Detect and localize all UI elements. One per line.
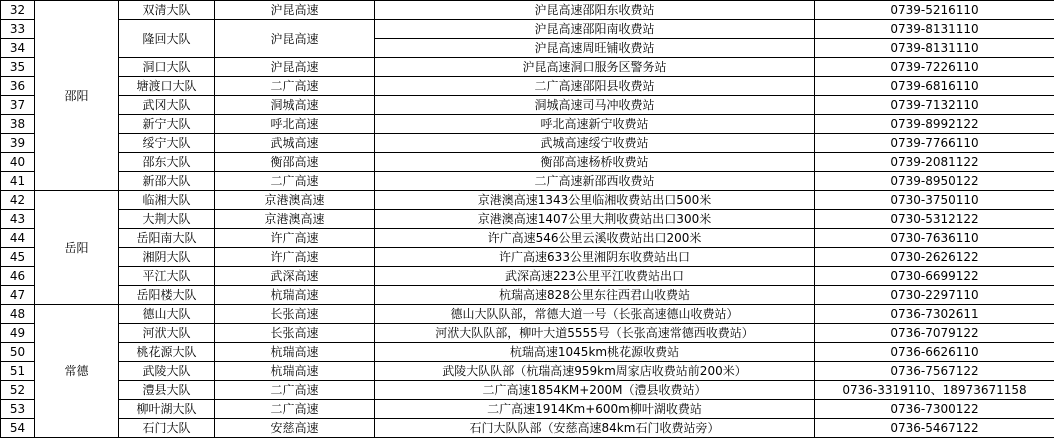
highway-cell: 衡邵高速: [215, 153, 375, 172]
team-cell: 洞口大队: [119, 58, 215, 77]
team-cell: 邵东大队: [119, 153, 215, 172]
team-cell: 柳叶湖大队: [119, 400, 215, 419]
table-row: [1, 362, 1054, 381]
location-cell: 许广高速633公里湘阴东收费站出口: [375, 248, 815, 267]
row-number: 35: [1, 58, 35, 77]
table-row: [1, 286, 1054, 305]
phone-cell: 0736-3319110、18973671158: [815, 381, 1054, 400]
location-cell: 呼北高速新宁收费站: [375, 115, 815, 134]
highway-cell: 许广高速: [215, 248, 375, 267]
row-number: 33: [1, 20, 35, 39]
table-row: [1, 419, 1054, 438]
team-cell: 河洑大队: [119, 324, 215, 343]
phone-cell: 0739-7226110: [815, 58, 1054, 77]
phone-cell: 0730-2297110: [815, 286, 1054, 305]
highway-cell: 沪昆高速: [215, 20, 375, 58]
row-number: 48: [1, 305, 35, 324]
highway-cell: 安慈高速: [215, 419, 375, 438]
table-row: [1, 381, 1054, 400]
highway-cell: 京港澳高速: [215, 191, 375, 210]
location-cell: 二广高速新邵西收费站: [375, 172, 815, 191]
location-cell: 二广高速1914Km+600m柳叶湖收费站: [375, 400, 815, 419]
row-number: 34: [1, 39, 35, 58]
city-cell: 岳阳: [35, 191, 119, 305]
city-cell: 邵阳: [35, 1, 119, 191]
row-number: 45: [1, 248, 35, 267]
location-cell: 沪昆高速洞口服务区警务站: [375, 58, 815, 77]
table-row: [1, 20, 1054, 39]
phone-cell: 0739-6816110: [815, 77, 1054, 96]
team-cell: 双清大队: [119, 1, 215, 20]
row-number: 53: [1, 400, 35, 419]
table-row: [1, 305, 1054, 324]
phone-cell: 0736-5467122: [815, 419, 1054, 438]
row-number: 42: [1, 191, 35, 210]
row-number: 41: [1, 172, 35, 191]
team-cell: 隆回大队: [119, 20, 215, 58]
phone-cell: 0739-2081122: [815, 153, 1054, 172]
table-row: [1, 58, 1054, 77]
row-number: 37: [1, 96, 35, 115]
row-number: 47: [1, 286, 35, 305]
row-number: 54: [1, 419, 35, 438]
row-number: 36: [1, 77, 35, 96]
phone-cell: 0736-6626110: [815, 343, 1054, 362]
table-row: [1, 77, 1054, 96]
team-cell: 新宁大队: [119, 115, 215, 134]
phone-cell: 0736-7300122: [815, 400, 1054, 419]
table-row: [1, 1, 1054, 20]
location-cell: 武深高速223公里平江收费站出口: [375, 267, 815, 286]
phone-cell: 0739-8992122: [815, 115, 1054, 134]
highway-cell: 沪昆高速: [215, 1, 375, 20]
team-cell: 澧县大队: [119, 381, 215, 400]
location-cell: 杭瑞高速1045km桃花源收费站: [375, 343, 815, 362]
team-cell: 石门大队: [119, 419, 215, 438]
highway-cell: 沪昆高速: [215, 58, 375, 77]
table-row: [1, 115, 1054, 134]
team-cell: 绥宁大队: [119, 134, 215, 153]
row-number: 46: [1, 267, 35, 286]
location-cell: 二广高速邵阳县收费站: [375, 77, 815, 96]
highway-cell: 呼北高速: [215, 115, 375, 134]
phone-cell: 0730-3750110: [815, 191, 1054, 210]
table-row: [1, 153, 1054, 172]
team-cell: 大荆大队: [119, 210, 215, 229]
highway-cell: 二广高速: [215, 400, 375, 419]
location-cell: 武陵大队队部（杭瑞高速959km周家店收费站前200米）: [375, 362, 815, 381]
highway-cell: 许广高速: [215, 229, 375, 248]
team-cell: 新邵大队: [119, 172, 215, 191]
highway-cell: 二广高速: [215, 77, 375, 96]
phone-cell: 0730-6699122: [815, 267, 1054, 286]
table-row: [1, 96, 1054, 115]
team-cell: 桃花源大队: [119, 343, 215, 362]
location-cell: 杭瑞高速828公里东往西君山收费站: [375, 286, 815, 305]
phone-cell: 0739-7766110: [815, 134, 1054, 153]
table-row: [1, 248, 1054, 267]
row-number: 49: [1, 324, 35, 343]
location-cell: 沪昆高速邵阳东收费站: [375, 1, 815, 20]
location-cell: 石门大队队部（安慈高速84km石门收费站旁）: [375, 419, 815, 438]
table-row: [1, 400, 1054, 419]
row-number: 52: [1, 381, 35, 400]
phone-cell: 0739-8131110: [815, 20, 1054, 39]
team-cell: 临湘大队: [119, 191, 215, 210]
highway-cell: 长张高速: [215, 305, 375, 324]
table-row: [1, 134, 1054, 153]
row-number: 40: [1, 153, 35, 172]
phone-cell: 0739-5216110: [815, 1, 1054, 20]
table-row: [1, 343, 1054, 362]
row-number: 38: [1, 115, 35, 134]
highway-cell: 杭瑞高速: [215, 343, 375, 362]
location-cell: 二广高速1854KM+200M（澧县收费站）: [375, 381, 815, 400]
location-cell: 武城高速绥宁收费站: [375, 134, 815, 153]
team-cell: 塘渡口大队: [119, 77, 215, 96]
phone-cell: 0730-7636110: [815, 229, 1054, 248]
row-number: 39: [1, 134, 35, 153]
location-cell: 河洑大队队部，柳叶大道5555号（长张高速常德西收费站）: [375, 324, 815, 343]
table-row: [1, 324, 1054, 343]
highway-cell: 京港澳高速: [215, 210, 375, 229]
row-number: 50: [1, 343, 35, 362]
team-cell: 湘阴大队: [119, 248, 215, 267]
row-number: 51: [1, 362, 35, 381]
highway-cell: 武深高速: [215, 267, 375, 286]
phone-cell: 0739-8950122: [815, 172, 1054, 191]
phone-cell: 0730-5312122: [815, 210, 1054, 229]
table-row: [1, 229, 1054, 248]
team-cell: 岳阳楼大队: [119, 286, 215, 305]
location-cell: 洞城高速司马冲收费站: [375, 96, 815, 115]
location-cell: 沪昆高速周旺铺收费站: [375, 39, 815, 58]
table-row: [1, 191, 1054, 210]
table-row: [1, 267, 1054, 286]
phone-cell: 0736-7079122: [815, 324, 1054, 343]
highway-cell: 长张高速: [215, 324, 375, 343]
highway-cell: 杭瑞高速: [215, 286, 375, 305]
highway-cell: 二广高速: [215, 172, 375, 191]
phone-cell: 0739-7132110: [815, 96, 1054, 115]
phone-cell: 0730-2626122: [815, 248, 1054, 267]
location-cell: 京港澳高速1343公里临湘收费站出口500米: [375, 191, 815, 210]
highway-cell: 杭瑞高速: [215, 362, 375, 381]
phone-cell: 0739-8131110: [815, 39, 1054, 58]
highway-cell: 洞城高速: [215, 96, 375, 115]
row-number: 43: [1, 210, 35, 229]
highway-cell: 武城高速: [215, 134, 375, 153]
highway-cell: 二广高速: [215, 381, 375, 400]
location-cell: 德山大队队部，常德大道一号（长张高速德山收费站）: [375, 305, 815, 324]
city-cell: 常德: [35, 305, 119, 438]
phone-cell: 0736-7567122: [815, 362, 1054, 381]
team-cell: 平江大队: [119, 267, 215, 286]
team-cell: 岳阳南大队: [119, 229, 215, 248]
table-row: [1, 172, 1054, 191]
phone-cell: 0736-7302611: [815, 305, 1054, 324]
team-cell: 德山大队: [119, 305, 215, 324]
team-cell: 武冈大队: [119, 96, 215, 115]
location-cell: 京港澳高速1407公里大荆收费站出口300米: [375, 210, 815, 229]
row-number: 44: [1, 229, 35, 248]
table-body: [1, 1, 1054, 438]
location-cell: 许广高速546公里云溪收费站出口200米: [375, 229, 815, 248]
location-cell: 衡邵高速杨桥收费站: [375, 153, 815, 172]
location-cell: 沪昆高速邵阳南收费站: [375, 20, 815, 39]
row-number: 32: [1, 1, 35, 20]
table-row: [1, 210, 1054, 229]
team-cell: 武陵大队: [119, 362, 215, 381]
